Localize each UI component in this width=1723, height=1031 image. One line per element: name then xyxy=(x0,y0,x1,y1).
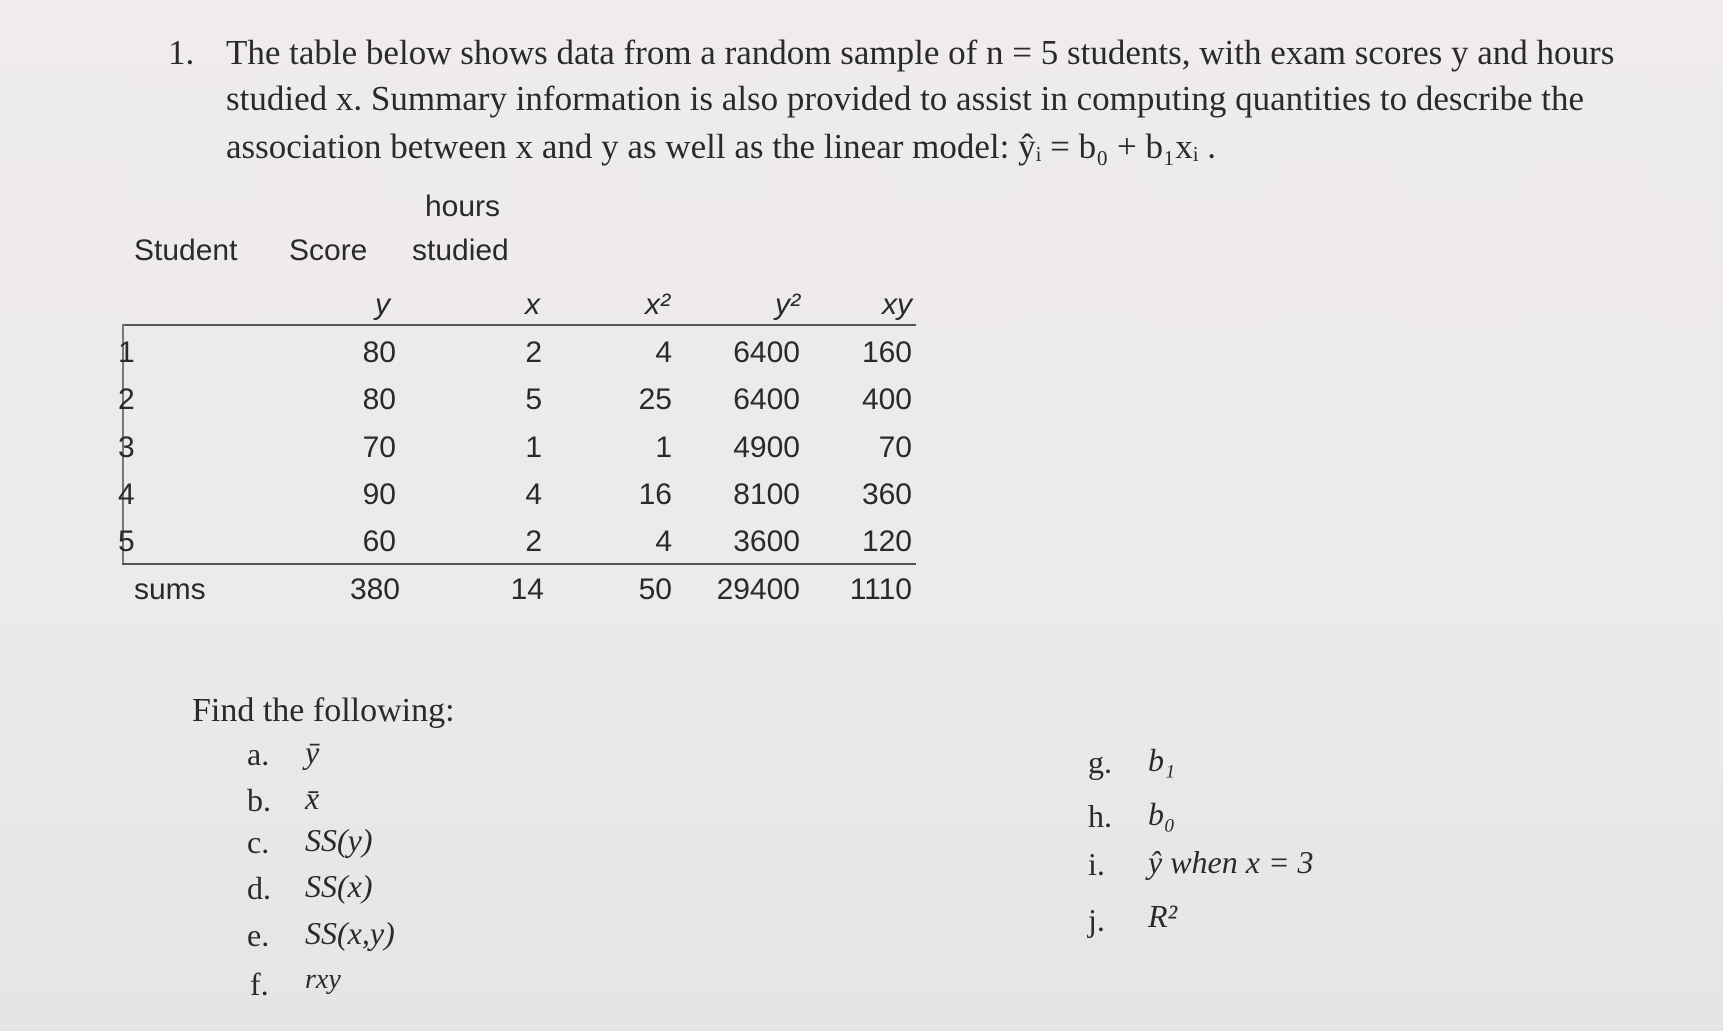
row-2-y: 80 xyxy=(362,383,396,416)
row-5-x2: 4 xyxy=(655,525,672,558)
item-g-letter: g. xyxy=(1088,744,1112,780)
table-top-border xyxy=(122,324,916,326)
row-5-xy: 120 xyxy=(861,525,912,558)
sums-label: sums xyxy=(134,573,206,606)
row-3-x2: 1 xyxy=(655,431,672,464)
item-f-letter: f. xyxy=(250,966,269,1002)
row-5-y2: 3600 xyxy=(733,525,800,558)
item-i-expr: ŷ when x = 3 xyxy=(1148,844,1314,880)
row-1-y2: 6400 xyxy=(733,336,800,369)
row-2-x2: 25 xyxy=(638,383,672,416)
header-studied: studied xyxy=(412,234,509,267)
item-b-expr: x̄ xyxy=(305,780,320,816)
row-2-x: 5 xyxy=(525,383,542,416)
col-header-x2: x² xyxy=(645,288,670,321)
item-a-letter: a. xyxy=(247,736,270,772)
row-4-x2: 16 xyxy=(638,478,672,511)
item-h-letter: h. xyxy=(1088,798,1112,834)
item-h-expr: b₀ xyxy=(1148,796,1176,832)
header-hours: hours xyxy=(425,190,501,223)
col-header-y: y xyxy=(375,288,390,321)
col-header-x: x xyxy=(525,288,540,321)
item-a-expr: ȳ xyxy=(305,734,320,770)
row-2-student: 2 xyxy=(118,383,135,416)
item-c-letter: c. xyxy=(247,824,270,860)
sum-y: 380 xyxy=(349,573,400,606)
item-e-expr: SS(x,y) xyxy=(305,915,395,951)
row-3-xy: 70 xyxy=(878,431,912,464)
row-4-y: 90 xyxy=(362,478,396,511)
item-d-letter: d. xyxy=(247,870,271,906)
item-c-expr: SS(y) xyxy=(305,822,373,858)
item-d-expr: SS(x) xyxy=(305,868,373,904)
sum-xy: 1110 xyxy=(849,573,912,606)
question-number: 1. xyxy=(168,33,195,72)
table-bottom-border xyxy=(122,563,916,565)
row-4-y2: 8100 xyxy=(733,478,800,511)
row-3-y: 70 xyxy=(362,431,396,464)
item-b-letter: b. xyxy=(247,782,271,818)
row-1-x2: 4 xyxy=(655,336,672,369)
row-1-x: 2 xyxy=(525,336,542,369)
row-1-y: 80 xyxy=(362,336,396,369)
row-2-xy: 400 xyxy=(861,383,912,416)
row-5-y: 60 xyxy=(362,525,396,558)
header-score: Score xyxy=(289,234,368,267)
question-line-3: association between x and y as well as the linear model: ŷᵢ = b₀ + b₁xᵢ . xyxy=(226,127,1216,166)
row-2-y2: 6400 xyxy=(733,383,800,416)
row-3-student: 3 xyxy=(118,431,135,464)
item-g-expr: b₁ xyxy=(1148,742,1176,778)
item-j-expr: R² xyxy=(1148,898,1178,934)
row-4-student: 4 xyxy=(118,478,135,511)
row-4-xy: 360 xyxy=(861,478,912,511)
sum-x: 14 xyxy=(510,573,544,606)
col-header-xy: xy xyxy=(882,288,912,321)
item-e-letter: e. xyxy=(247,917,270,953)
sum-x2: 50 xyxy=(638,573,672,606)
item-f-expr: rxy xyxy=(305,964,341,995)
row-3-y2: 4900 xyxy=(733,431,800,464)
row-5-x: 2 xyxy=(525,525,542,558)
item-j-letter: j. xyxy=(1088,902,1105,938)
row-1-student: 1 xyxy=(118,336,135,369)
row-1-xy: 160 xyxy=(861,336,912,369)
col-header-y2: y² xyxy=(775,288,800,321)
row-3-x: 1 xyxy=(525,431,542,464)
row-5-student: 5 xyxy=(118,525,135,558)
find-heading: Find the following: xyxy=(192,692,455,729)
sum-y2: 29400 xyxy=(716,573,800,606)
question-line-1: The table below shows data from a random sample of n = 5 students, with exam scores y and hours xyxy=(226,33,1615,72)
row-4-x: 4 xyxy=(525,478,542,511)
header-student: Student xyxy=(134,234,238,267)
question-line-2: studied x. Summary information is also provided to assist in computing quantities to describe the xyxy=(226,79,1585,118)
item-i-letter: i. xyxy=(1088,846,1105,882)
